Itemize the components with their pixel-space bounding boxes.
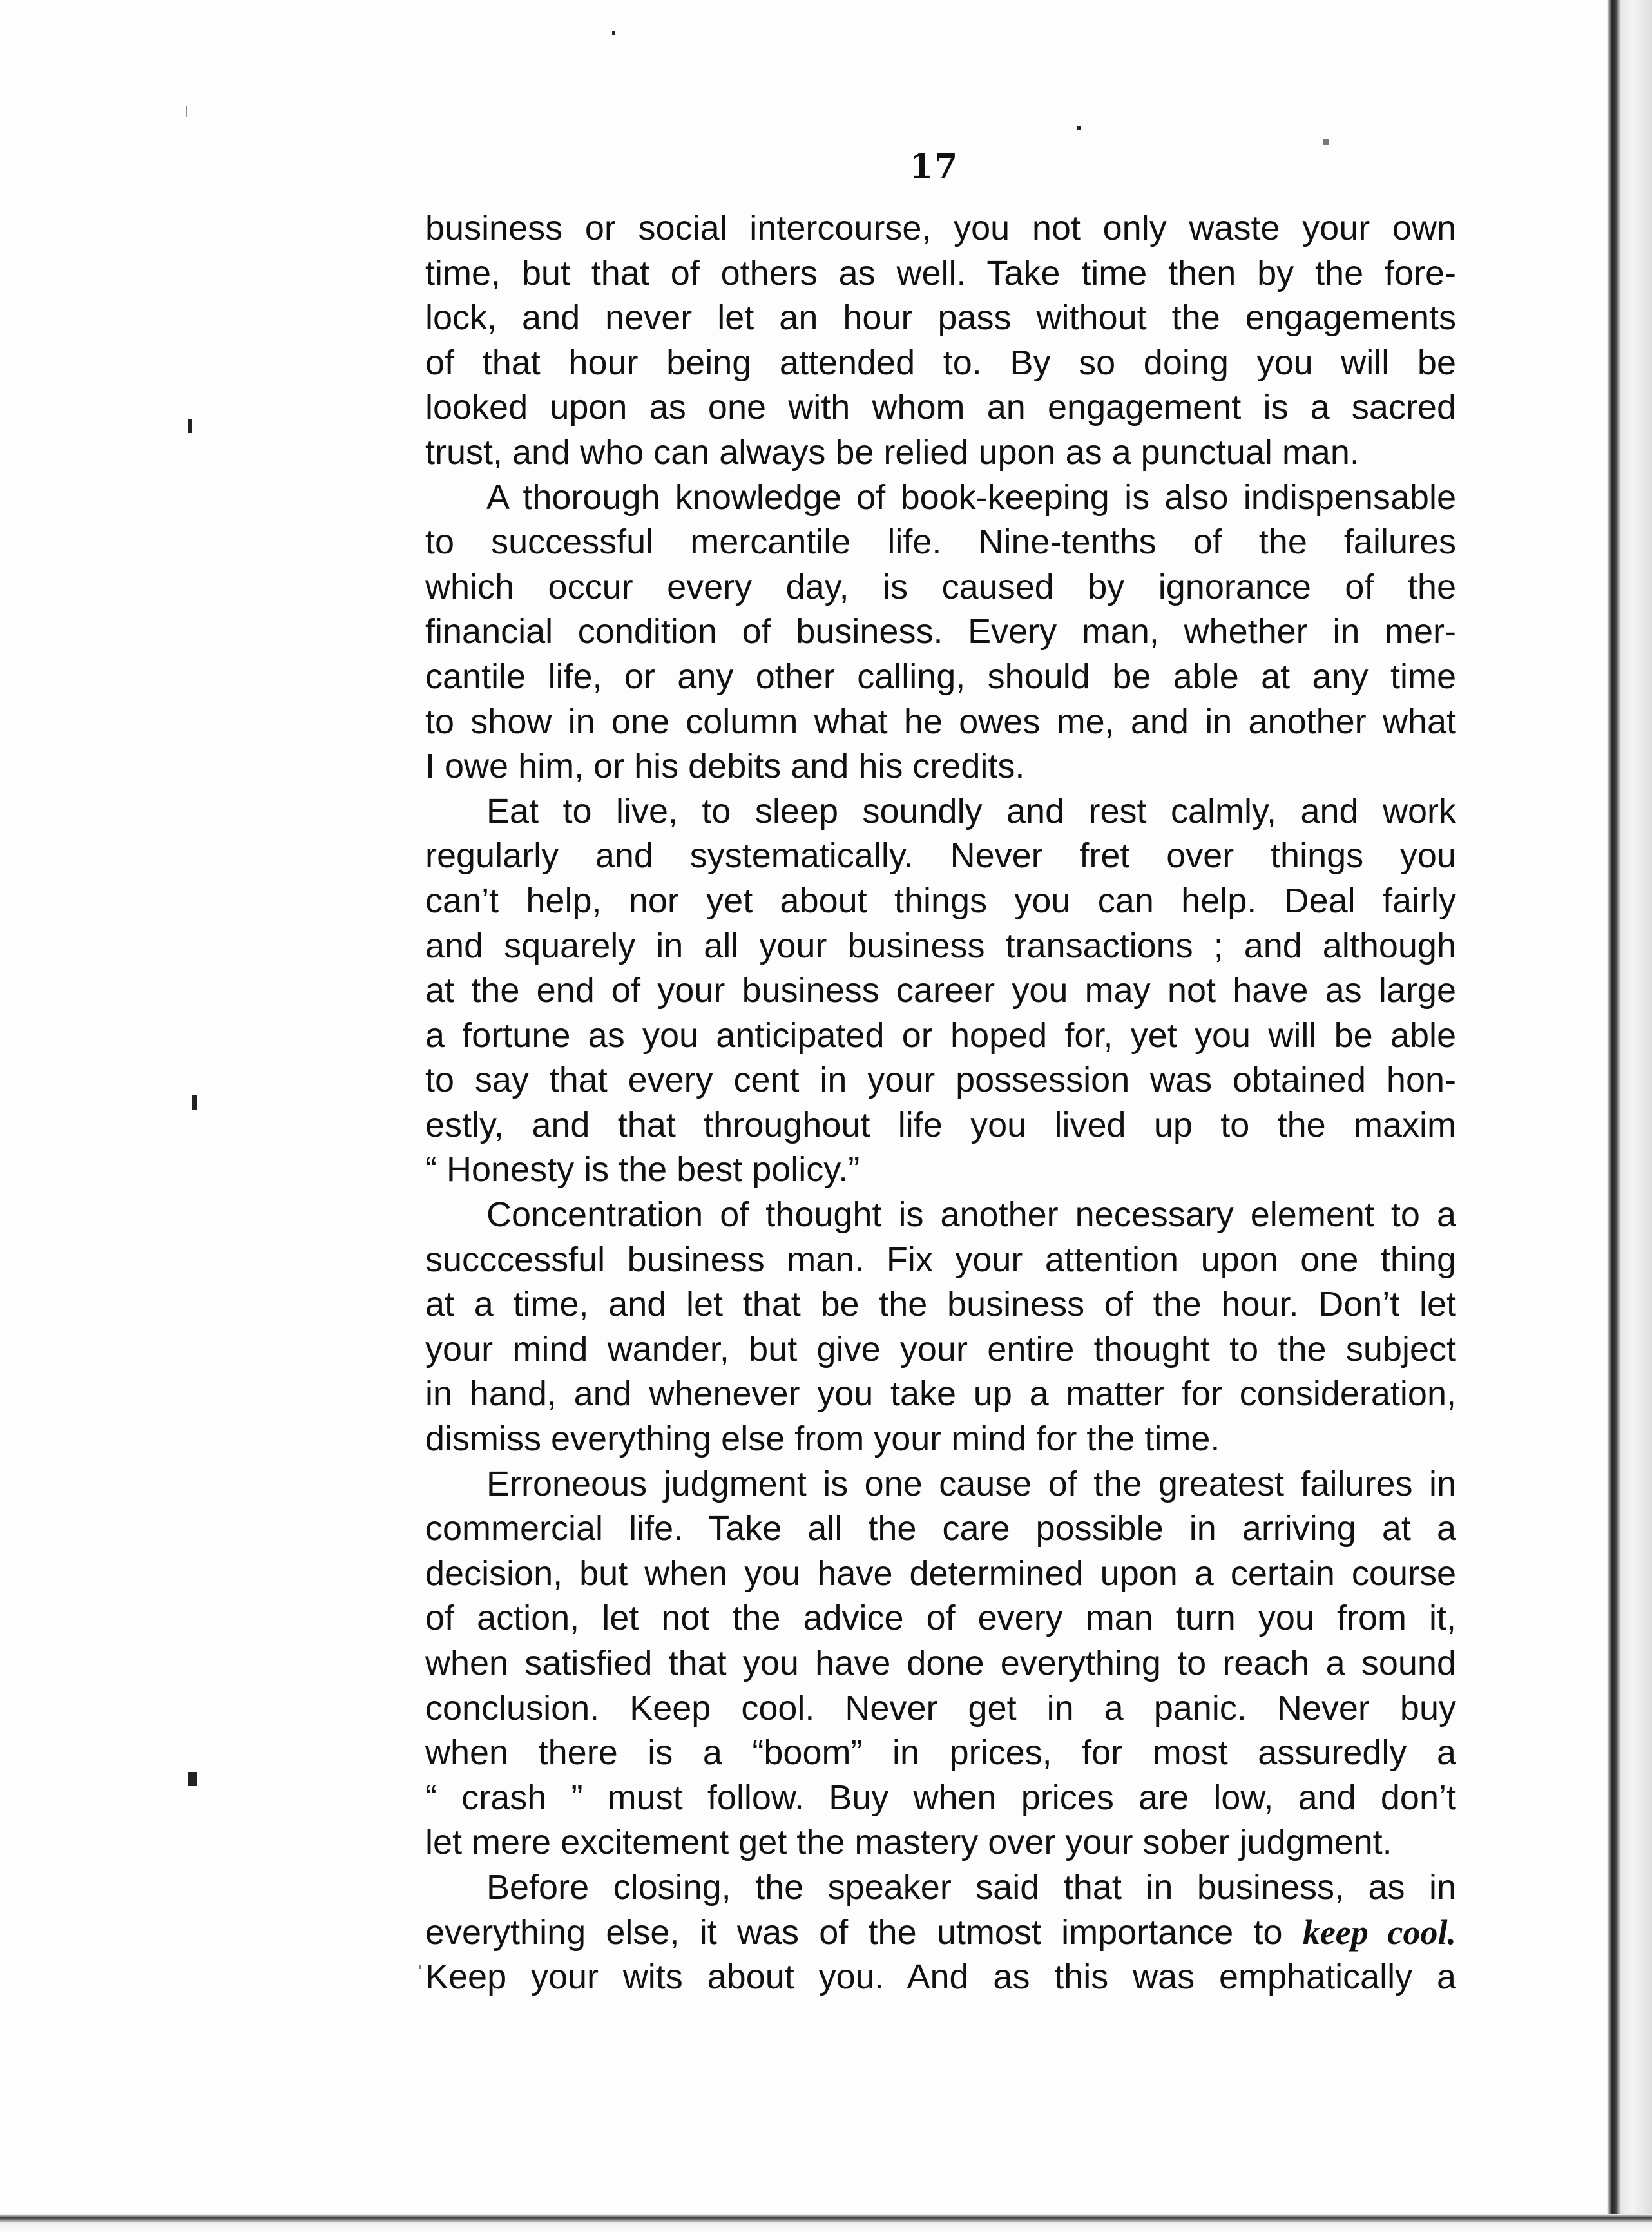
text-line: to show in one column what he owes me, and in another what: [425, 702, 1456, 741]
text-line: when there is a “boom” in prices, for most assuredly a: [425, 1733, 1456, 1773]
page-edge-right: [1607, 0, 1652, 2232]
text-line: to successful mercantile life. Nine-tenths of the failures: [425, 523, 1456, 562]
text-line: Before closing, the speaker said that in business, as in: [486, 1867, 1456, 1907]
text-line: I owe him, or his debits and his credits.: [425, 747, 1025, 786]
scan-speck: [612, 31, 615, 35]
text-line: succcessful business man. Fix your attention upon one thing: [425, 1240, 1456, 1279]
text-line: Keep your wits about you. And as this was emphatically a: [425, 1958, 1456, 1997]
text-line: conclusion. Keep cool. Never get in a panic. Never buy: [425, 1688, 1456, 1727]
scan-speck: [1077, 126, 1081, 130]
text-line-part: everything else, it was of the utmost importance to: [425, 1912, 1283, 1952]
scan-speck: [188, 419, 192, 433]
scan-speck: [188, 1772, 197, 1786]
text-line: Concentration of thought is another necessary element to a: [486, 1195, 1456, 1235]
text-line: let mere excitement get the mastery over your sober judgment.: [425, 1823, 1392, 1862]
scan-speck: [192, 1095, 197, 1110]
text-line: financial condition of business. Every man, whether in mer-: [425, 612, 1456, 651]
text-line: A thorough knowledge of book-keeping is also indispensable: [486, 477, 1456, 517]
emphasis-text: keep cool.: [1302, 1912, 1456, 1952]
text-line: trust, and who can always be relied upon as a punctual man.: [425, 432, 1359, 472]
scan-speck: [186, 106, 187, 117]
text-line: at a time, and let that be the business of the hour. Don’t let: [425, 1285, 1456, 1324]
page-edge-bottom: [0, 2214, 1652, 2232]
scan-speck: [419, 1965, 421, 1969]
text-line: when satisfied that you have done everything to reach a sound: [425, 1644, 1456, 1682]
text-line: commercial life. Take all the care possible in arriving at a: [425, 1509, 1456, 1548]
text-line: in hand, and whenever you take up a matter for consideration,: [425, 1374, 1456, 1414]
text-line: looked upon as one with whom an engagement is a sacred: [425, 388, 1456, 427]
text-line: your mind wander, but give your entire thought to the subject: [425, 1329, 1456, 1369]
text-line: cantile life, or any other calling, should be able at any time: [425, 657, 1456, 696]
scan-speck: [1323, 139, 1329, 145]
text-line: to say that every cent in your possession was obtained hon-: [425, 1061, 1456, 1100]
text-line: decision, but when you have determined upon a certain course: [425, 1554, 1456, 1593]
text-line: lock, and never let an hour pass without the engagements: [425, 298, 1456, 338]
text-line: Eat to live, to sleep soundly and rest calmly, and work: [486, 791, 1456, 831]
text-line: which occur every day, is caused by ignorance of the: [425, 567, 1456, 606]
text-line: time, but that of others as well. Take time then by the fore-: [425, 253, 1456, 293]
text-line-with-emphasis: [425, 1910, 1456, 1956]
text-line: “ crash ” must follow. Buy when prices are low, and don’t: [425, 1778, 1456, 1817]
page-number: 17: [909, 147, 959, 186]
text-line: of action, let not the advice of every man turn you from it,: [425, 1599, 1456, 1638]
text-line: “ Honesty is the best policy.”: [425, 1150, 860, 1189]
text-line: business or social intercourse, you not only waste your own: [425, 209, 1456, 247]
text-line: of that hour being attended to. By so doing you will be: [425, 343, 1456, 382]
text-line: dismiss everything else from your mind for the time.: [425, 1419, 1220, 1459]
text-line: regularly and systematically. Never fret over things you: [425, 836, 1456, 876]
text-line: a fortune as you anticipated or hoped for, yet you will be able: [425, 1015, 1456, 1055]
text-line: and squarely in all your business transactions ; and although: [425, 926, 1456, 965]
text-line: can’t help, nor yet about things you can help. Deal fairly: [425, 881, 1456, 920]
text-line: at the end of your business career you may not have as large: [425, 971, 1456, 1010]
text-line: Erroneous judgment is one cause of the greatest failures in: [486, 1464, 1456, 1503]
body-text: [425, 206, 1456, 2000]
text-line: estly, and that throughout life you lived up to the maxim: [425, 1105, 1456, 1144]
